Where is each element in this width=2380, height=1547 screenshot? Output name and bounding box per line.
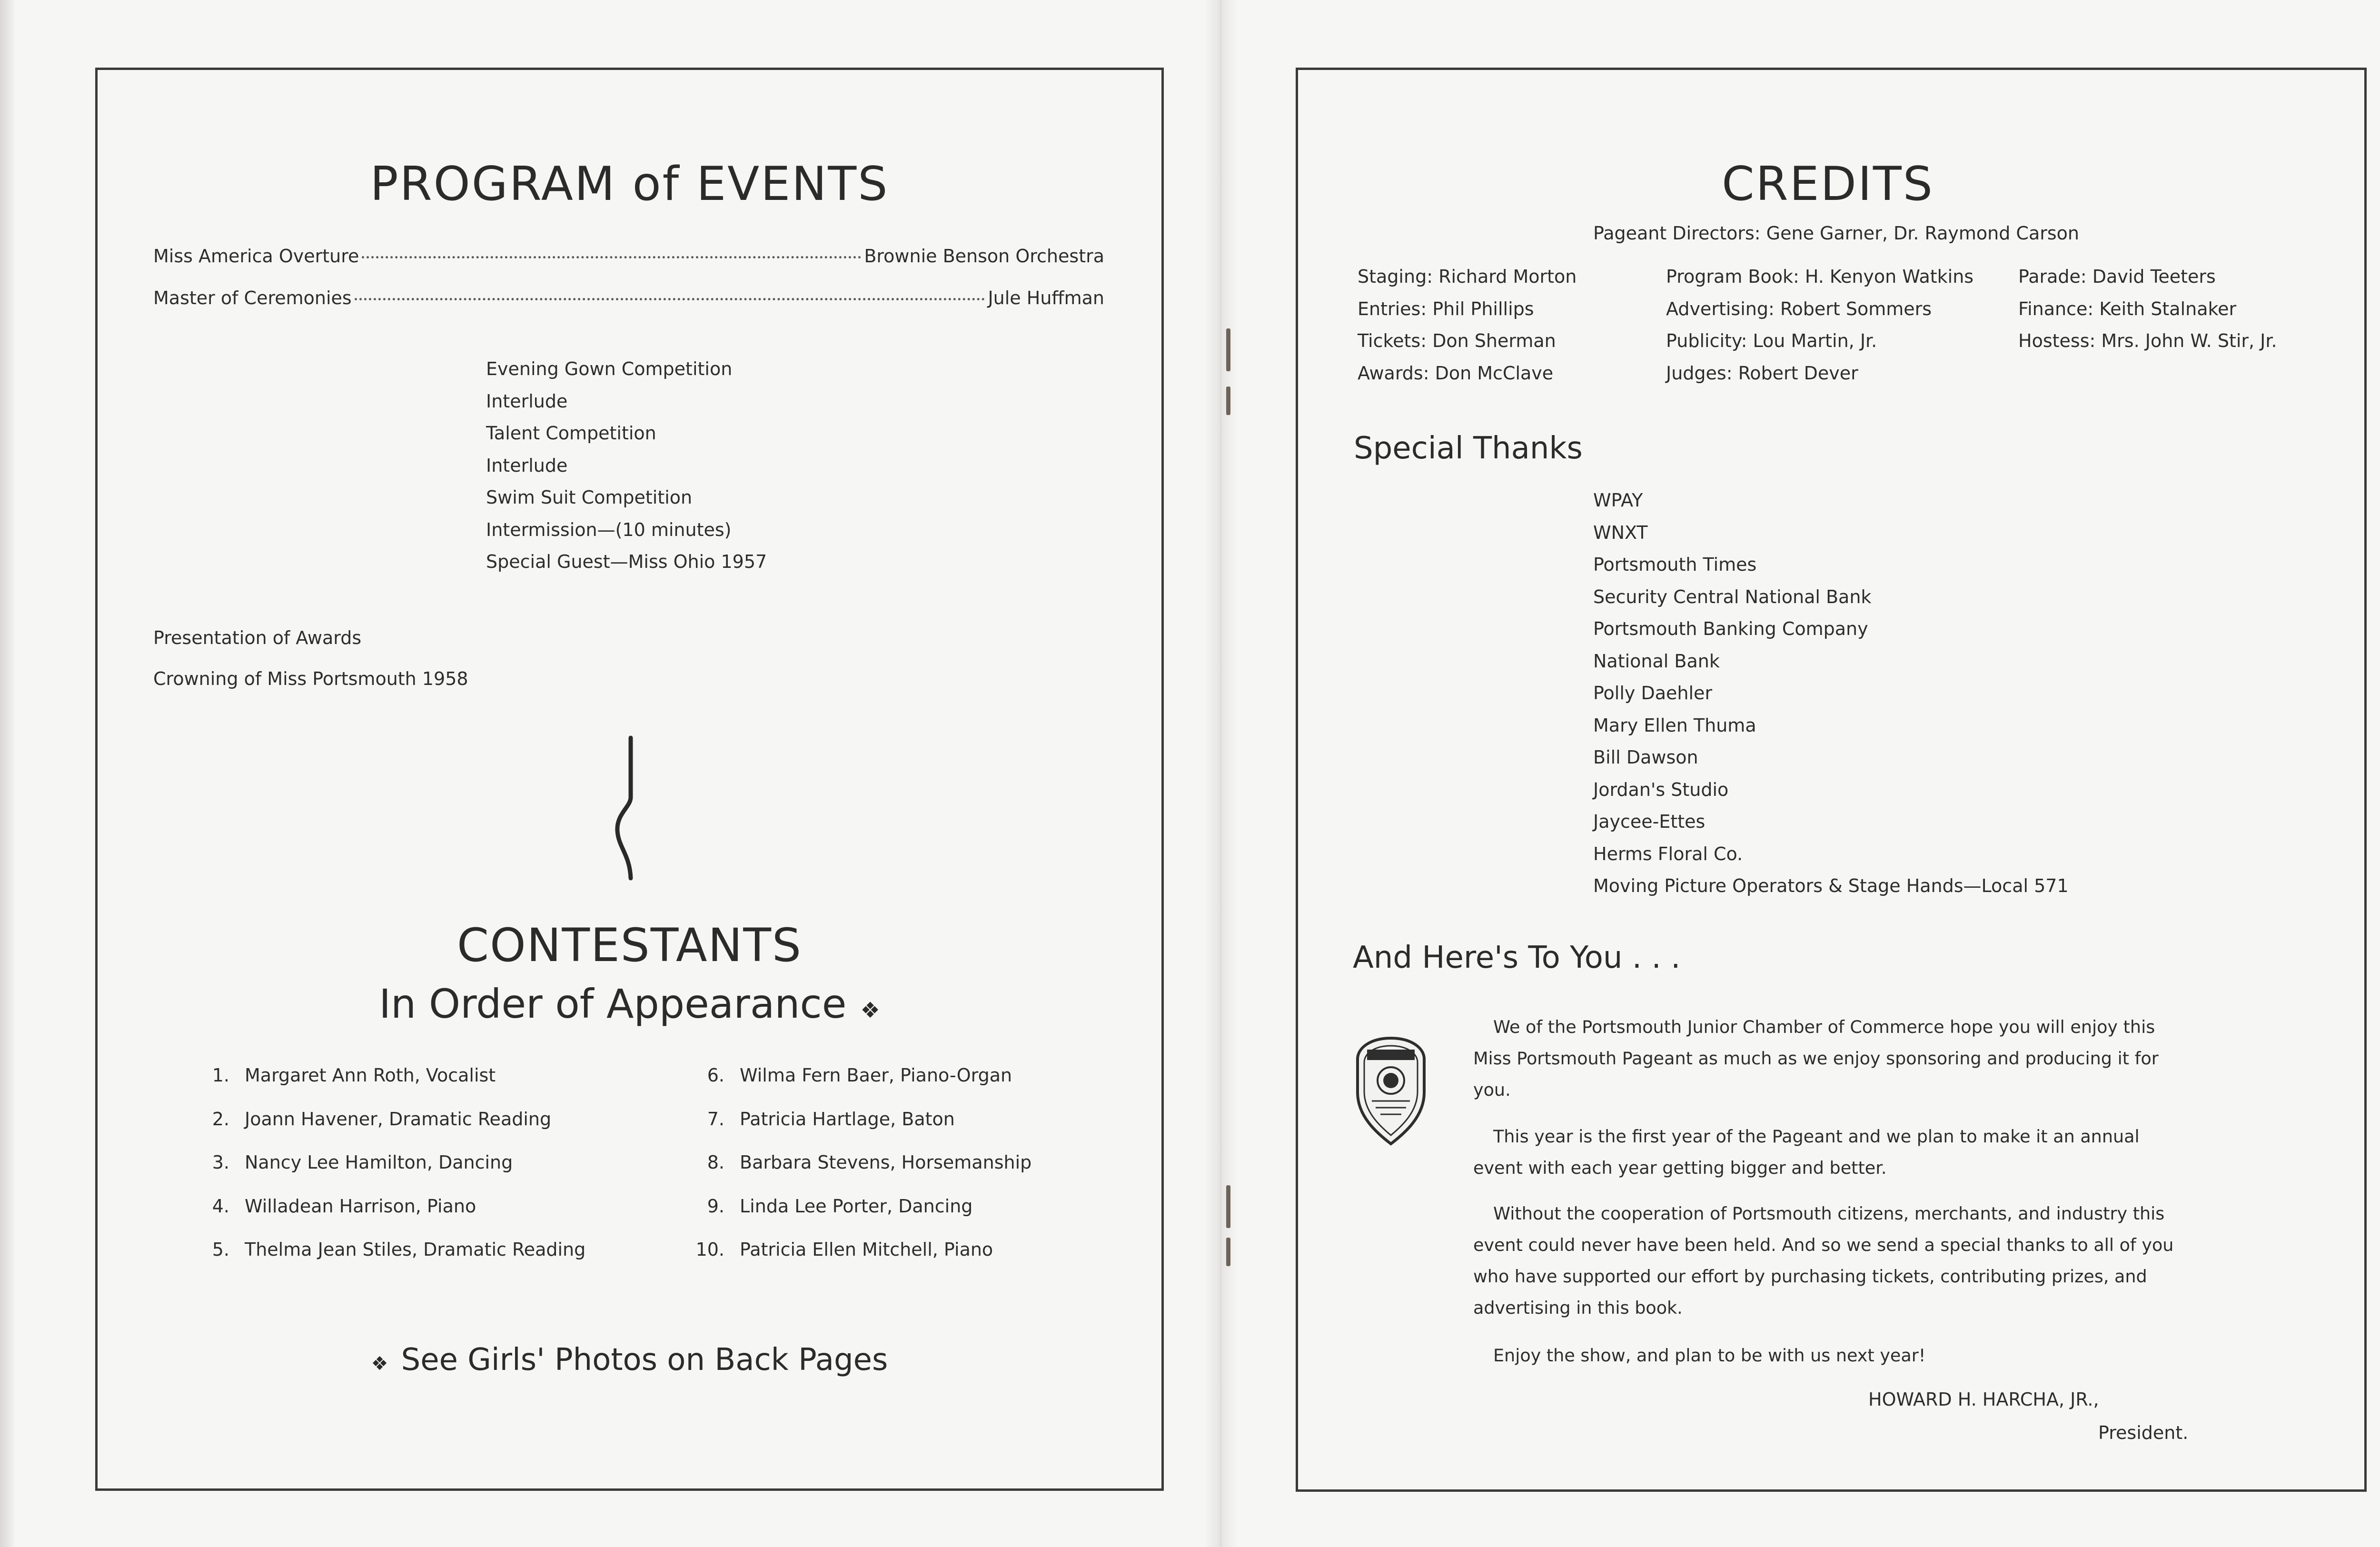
list-item: Portsmouth Banking Company — [1593, 618, 1868, 639]
staple — [1226, 387, 1230, 415]
closing-paragraph: Enjoy the show, and plan to be with us next year! — [1493, 1345, 1926, 1366]
contestant-number: 5. — [212, 1239, 229, 1260]
closing-paragraph: This year is the first year of the Pageant and we plan to make it an annual event with each year getting bigger and better. — [1473, 1126, 2140, 1178]
credits-column-3 — [2018, 261, 2277, 357]
list-item: Judges: Robert Dever — [1666, 362, 1858, 384]
list-item — [195, 1098, 585, 1141]
list-item: Jordan's Studio — [1593, 779, 1729, 800]
list-item: Evening Gown Competition — [486, 358, 733, 379]
list-item: Interlude — [486, 390, 568, 412]
program-lead-row — [153, 246, 1104, 267]
contestant-name: Patricia Hartlage, Baton — [740, 1108, 955, 1130]
contestant-name: Linda Lee Porter, Dancing — [740, 1195, 973, 1217]
staple — [1226, 328, 1230, 371]
list-item — [690, 1228, 1031, 1272]
lead-value: Brownie Benson Orchestra — [864, 246, 1104, 267]
thanks-list — [1593, 485, 2069, 902]
contestant-name: Barbara Stevens, Horsemanship — [740, 1152, 1032, 1173]
staple — [1226, 1238, 1230, 1266]
list-item: Bill Dawson — [1593, 747, 1698, 768]
dot-leader — [355, 298, 985, 300]
list-item — [195, 1054, 585, 1098]
events-list — [486, 353, 767, 578]
contestants-subtitle: In Order of Appearance — [379, 981, 847, 1027]
contestant-name: Willadean Harrison, Piano — [245, 1195, 476, 1217]
list-item: Moving Picture Operators & Stage Hands—Local 571 — [1593, 875, 2069, 896]
contestant-name: Patricia Ellen Mitchell, Piano — [740, 1239, 993, 1260]
list-item: Special Guest—Miss Ohio 1957 — [486, 551, 767, 572]
ornament-icon — [607, 735, 645, 883]
presentation-line: Presentation of Awards — [153, 627, 362, 648]
jaycees-emblem-icon — [1353, 1035, 1429, 1147]
diamond-icon: ❖ — [371, 1353, 388, 1375]
contestant-name: Margaret Ann Roth, Vocalist — [245, 1065, 496, 1086]
diamond-icon: ❖ — [860, 997, 880, 1023]
contestant-number: 4. — [212, 1195, 229, 1217]
contestants-column-2 — [690, 1054, 1031, 1272]
contestant-number: 8. — [707, 1152, 724, 1173]
lead-label: Master of Ceremonies — [153, 288, 352, 308]
contestant-name: Nancy Lee Hamilton, Dancing — [245, 1152, 513, 1173]
list-item: Tickets: Don Sherman — [1358, 330, 1556, 351]
crowning-line: Crowning of Miss Portsmouth 1958 — [153, 668, 468, 689]
list-item — [195, 1141, 585, 1185]
list-item — [690, 1098, 1031, 1141]
list-item: WPAY — [1593, 490, 1643, 511]
pageant-directors: Pageant Directors: Gene Garner, Dr. Raymond Carson — [1593, 223, 2079, 244]
closing-paragraph: Without the cooperation of Portsmouth citizens, merchants, and industry this event could never have been held. And so we send a special thanks to all of you who have supported our effort by purchasing tickets, contributing prizes, and advertising in this book. — [1473, 1203, 2174, 1318]
credits-column-1 — [1358, 261, 1577, 389]
credits-column-2 — [1666, 261, 1973, 389]
contestant-name: Thelma Jean Stiles, Dramatic Reading — [245, 1239, 586, 1260]
contestant-name: Joann Havener, Dramatic Reading — [245, 1108, 552, 1130]
list-item — [195, 1185, 585, 1229]
list-item: Finance: Keith Stalnaker — [2018, 298, 2237, 319]
list-item — [195, 1228, 585, 1272]
list-item: Mary Ellen Thuma — [1593, 714, 1756, 736]
program-title: PROGRAM of EVENTS — [370, 157, 889, 211]
contestant-number: 10. — [695, 1239, 724, 1260]
list-item: Security Central National Bank — [1593, 586, 1872, 607]
contestant-number: 3. — [212, 1152, 229, 1173]
signature-title: President. — [2098, 1422, 2189, 1443]
program-lead-row — [153, 288, 1104, 308]
list-item — [690, 1141, 1031, 1185]
list-item: Polly Daehler — [1593, 683, 1713, 704]
special-thanks-title: Special Thanks — [1354, 431, 1583, 466]
list-item: Advertising: Robert Sommers — [1666, 298, 1932, 319]
signature-name: HOWARD H. HARCHA, JR., — [1868, 1389, 2099, 1410]
list-item: Talent Competition — [486, 423, 656, 444]
list-item: National Bank — [1593, 650, 1720, 672]
list-item: Hostess: Mrs. John W. Stir, Jr. — [2018, 330, 2277, 351]
dot-leader — [362, 256, 861, 258]
list-item: Program Book: H. Kenyon Watkins — [1666, 266, 1974, 287]
list-item — [690, 1185, 1031, 1229]
contestant-number: 9. — [707, 1195, 724, 1217]
list-item: Interlude — [486, 455, 568, 476]
list-item: Intermission—(10 minutes) — [486, 519, 732, 540]
list-item: Publicity: Lou Martin, Jr. — [1666, 330, 1877, 351]
contestant-number: 2. — [212, 1108, 229, 1130]
binding-gutter — [1204, 0, 1238, 1547]
list-item: WNXT — [1593, 522, 1648, 543]
lead-value: Jule Huffman — [988, 288, 1104, 308]
contestant-number: 1. — [212, 1065, 229, 1086]
lead-label: Miss America Overture — [153, 246, 359, 267]
contestant-name: Wilma Fern Baer, Piano-Organ — [740, 1065, 1012, 1086]
closing-paragraph: We of the Portsmouth Junior Chamber of Commerce hope you will enjoy this Miss Portsmouth Pageant as much as we enjoy sponsoring and producing it for you. — [1473, 1017, 2159, 1100]
contestants-column-1 — [195, 1054, 585, 1272]
page-edge-shadow — [0, 0, 14, 1547]
list-item: Portsmouth Times — [1593, 554, 1757, 575]
credits-title: CREDITS — [1722, 157, 1934, 211]
list-item: Herms Floral Co. — [1593, 843, 1743, 864]
list-item: Swim Suit Competition — [486, 487, 693, 508]
list-item: Staging: Richard Morton — [1358, 266, 1577, 287]
photos-note: See Girls' Photos on Back Pages — [401, 1342, 888, 1378]
contestants-title: CONTESTANTS — [457, 919, 802, 972]
staple — [1226, 1185, 1230, 1228]
list-item: Parade: David Teeters — [2018, 266, 2216, 287]
photos-note-row — [0, 1342, 1259, 1378]
list-item: Entries: Phil Phillips — [1358, 298, 1534, 319]
list-item: Awards: Don McClave — [1358, 362, 1554, 384]
list-item: Jaycee-Ettes — [1593, 811, 1706, 832]
list-item — [690, 1054, 1031, 1098]
contestants-subtitle-row — [0, 981, 1259, 1027]
contestant-number: 6. — [707, 1065, 724, 1086]
contestant-number: 7. — [707, 1108, 724, 1130]
closing-title: And Here's To You . . . — [1353, 940, 1681, 975]
